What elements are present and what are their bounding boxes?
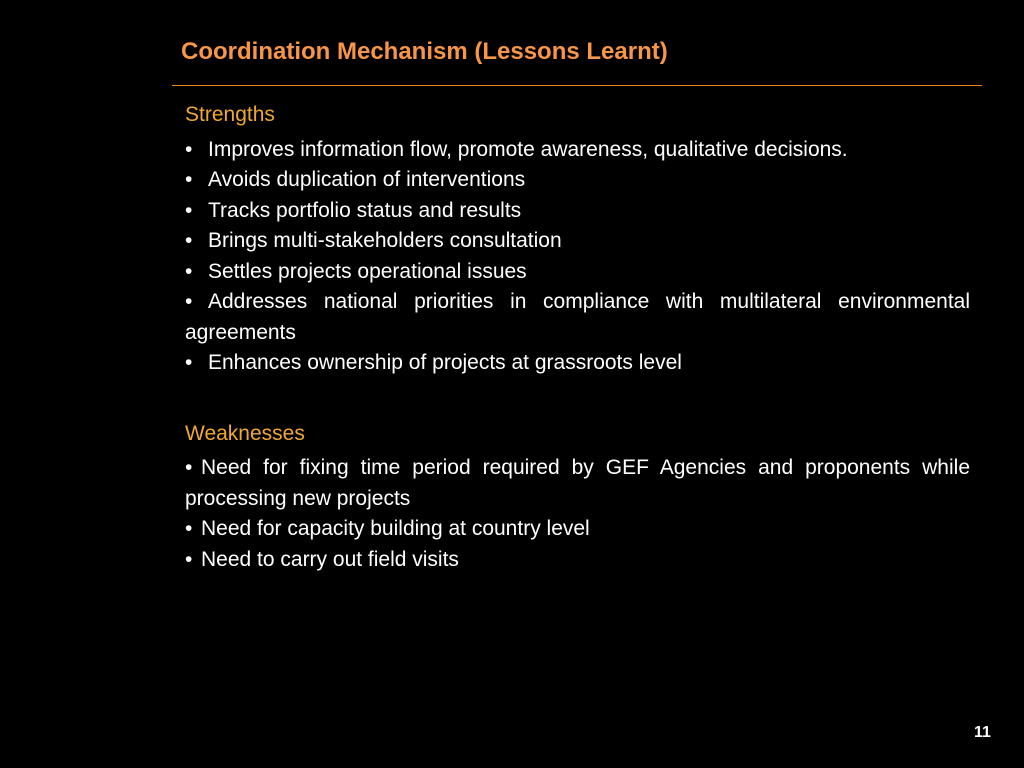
- bullet-icon: •: [185, 290, 193, 313]
- list-item: • Need to carry out field visits: [185, 545, 970, 576]
- bullet-icon: •: [185, 351, 193, 374]
- list-item: • Avoids duplication of interventions: [185, 165, 970, 196]
- list-item: • Settles projects operational issues: [185, 257, 970, 288]
- list-item: • Improves information flow, promote awareness, qualitative decisions.: [185, 135, 970, 166]
- list-item: • Enhances ownership of projects at grassroots level: [185, 348, 970, 379]
- strengths-list: [185, 135, 970, 379]
- slide-title: Coordination Mechanism (Lessons Learnt): [181, 38, 668, 65]
- weaknesses-heading: Weaknesses: [185, 421, 305, 445]
- weaknesses-list: [185, 453, 970, 575]
- bullet-icon: •: [185, 547, 193, 571]
- bullet-icon: •: [185, 456, 193, 479]
- title-divider: [172, 85, 982, 86]
- bullet-icon: •: [185, 259, 193, 283]
- bullet-icon: •: [185, 229, 193, 252]
- list-item: • Need for capacity building at country level: [185, 514, 970, 545]
- page-number: 11: [974, 724, 991, 741]
- list-item: • Brings multi-stakeholders consultation: [185, 226, 970, 257]
- strengths-heading: Strengths: [185, 103, 275, 126]
- list-item: • Tracks portfolio status and results: [185, 196, 970, 227]
- list-item: • Need for fixing time period required by GEF Agencies and proponents while processing new projects: [185, 453, 970, 514]
- bullet-icon: •: [185, 517, 193, 540]
- slide-content: [185, 100, 970, 575]
- bullet-icon: •: [185, 198, 193, 222]
- list-item: • Addresses national priorities in compliance with multilateral environmental agreements: [185, 287, 970, 348]
- bullet-icon: •: [185, 168, 193, 191]
- bullet-icon: •: [185, 137, 193, 161]
